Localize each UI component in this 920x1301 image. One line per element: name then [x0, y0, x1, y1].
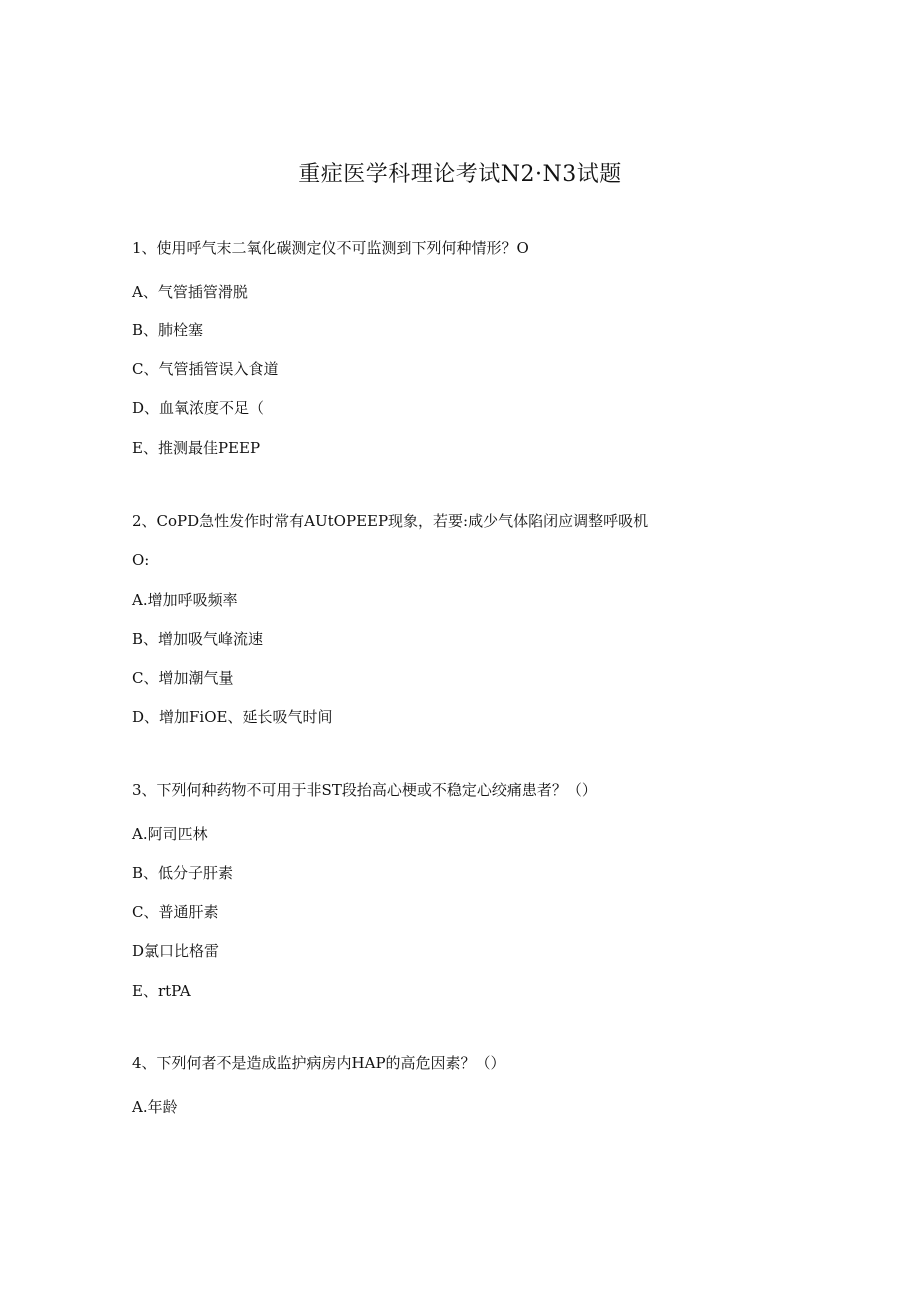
question-3-option-c: C、普通肝素 — [132, 903, 219, 921]
page-title: 重症医学科理论考试N2·N3试题 — [298, 162, 622, 187]
question-2-option-d: D、增加FiOE、延长吸气时间 — [132, 708, 333, 726]
question-1-option-d: D、血氧浓度不足（ — [132, 399, 265, 417]
question-4-stem: 4、下列何者不是造成监护病房内HAP的高危因素？（） — [132, 1054, 506, 1072]
question-1-option-c: C、气管插管误入食道 — [132, 360, 279, 378]
question-2-stem-continued: O: — [132, 551, 150, 569]
question-1-stem: 1、使用呼气末二氧化碳测定仪不可监测到下列何种情形？O — [132, 239, 529, 257]
question-4-option-a: A.年龄 — [132, 1098, 178, 1116]
question-3-stem: 3、下列何种药物不可用于非ST段抬高心梗或不稳定心绞痛患者？（） — [132, 781, 597, 799]
question-2-option-b: B、增加吸气峰流速 — [132, 630, 264, 648]
question-1-option-e: E、推测最佳PEEP — [132, 439, 261, 457]
question-2-stem: 2、CoPD急性发作时常有AUtOPEEP现象，若要:咸少气体陷闭应调整呼吸机 — [132, 512, 649, 530]
question-3-option-a: A.阿司匹林 — [132, 825, 208, 843]
question-2-option-c: C、增加潮气量 — [132, 669, 234, 687]
question-3-option-d: D氯口比格雷 — [132, 942, 220, 960]
question-3-option-b: B、低分子肝素 — [132, 864, 234, 882]
question-2-option-a: A.增加呼吸频率 — [132, 591, 238, 609]
question-1-option-b: B、肺栓塞 — [132, 321, 204, 339]
question-1-option-a: A、气管插管滑脱 — [132, 283, 248, 301]
question-3-option-e: E、rtPA — [132, 982, 191, 1000]
